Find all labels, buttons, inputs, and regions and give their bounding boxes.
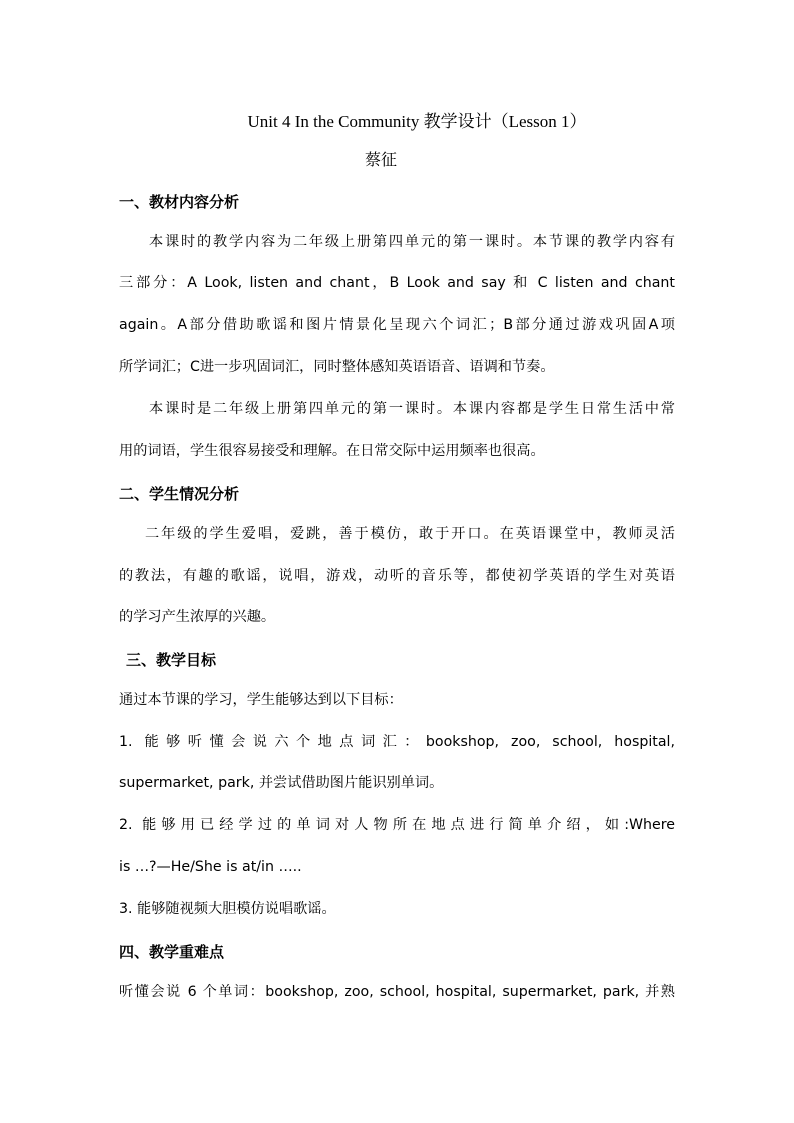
section-heading: 一、教材内容分析 (119, 193, 240, 211)
list-item: 1. 能够听懂会说六个地点词汇：bookshop, zoo, school, hospital, (119, 734, 675, 750)
paragraph-line: 所学词汇；C进一步巩固词汇，同时整体感知英语语音、语调和节奏。 (119, 359, 555, 375)
paragraph-line: 三部分：A Look, listen and chant，B Look and say 和 C listen and chant (119, 275, 675, 291)
document-author: 蔡征 (364, 150, 397, 169)
paragraph-line: again。A部分借助歌谣和图片情景化呈现六个词汇；B部分通过游戏巩固A项 (119, 317, 675, 333)
paragraph-line: 二年级的学生爱唱，爱跳，善于模仿，敢于开口。在英语课堂中，教师灵活 (145, 526, 675, 542)
paragraph-line: 的学习产生浓厚的兴趣。 (119, 609, 276, 625)
paragraph-line: 本课时的教学内容为二年级上册第四单元的第一课时。本节课的教学内容有 (149, 234, 675, 250)
paragraph-line: 的教法，有趣的歌谣，说唱，游戏，动听的音乐等，都使初学英语的学生对英语 (119, 568, 675, 584)
section-heading: 三、教学目标 (126, 651, 217, 669)
paragraph-line: 用的词语，学生很容易接受和理解。在日常交际中运用频率也很高。 (119, 443, 545, 459)
paragraph-line: 听懂会说 6 个单词：bookshop, zoo, school, hospital, supermarket, park, 并熟 (119, 984, 675, 1000)
document-title: Unit 4 In the Community 教学设计（Lesson 1） (247, 112, 587, 131)
section-heading: 四、教学重难点 (119, 943, 225, 961)
list-item-continuation: is …?—He/She is at/in ….. (119, 859, 302, 875)
paragraph-line: 本课时是二年级上册第四单元的第一课时。本课内容都是学生日常生活中常 (149, 401, 675, 417)
list-item: 3. 能够随视频大胆模仿说唱歌谣。 (119, 901, 336, 917)
paragraph-line: 通过本节课的学习，学生能够达到以下目标： (119, 692, 403, 708)
list-item-continuation: supermarket, park, 并尝试借助图片能识别单词。 (119, 775, 444, 791)
list-item: 2. 能够用已经学过的单词对人物所在地点进行简单介绍，如:Where (119, 817, 675, 833)
section-heading: 二、学生情况分析 (119, 485, 240, 503)
